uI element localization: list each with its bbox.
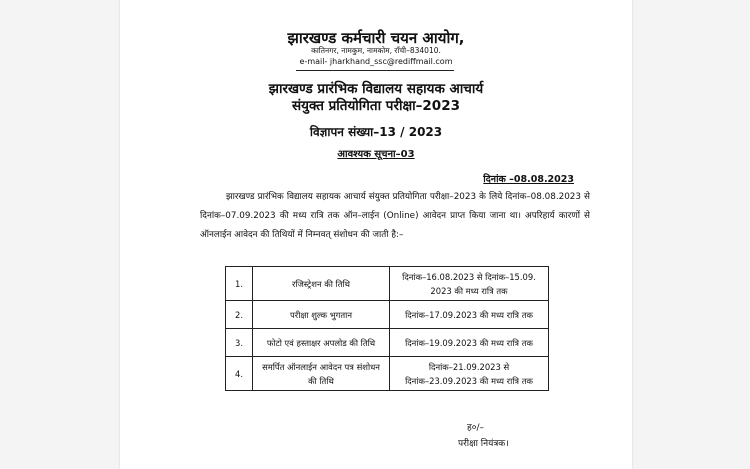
notice-body: झारखण्ड प्रारंभिक विद्यालय सहायक आचार्य संयुक्त प्रतियोगिता परीक्षा–2023 के लिये दिनांक–08.08.2023 से दिनांक–07.09.2023 की मध्य रात्रि तक ऑन–लाईन (Online) आवेदन प्राप्त किया जाना था। अपरिहार्य कारणों से ऑनलाईन आवेदन की तिथियों में निम्नवत् संशोधन की जाती है:– (200, 192, 590, 240)
row-item: परीक्षा शुल्क भुगतान (253, 301, 390, 329)
exam-title-line2: संयुक्त प्रतियोगिता परीक्षा–2023 (292, 98, 460, 114)
row-item: रजिस्ट्रेशन की तिथि (253, 267, 390, 301)
row-dates: दिनांक–17.09.2023 की मध्य रात्रि तक (390, 301, 549, 329)
signature-mark: ह०/– (467, 423, 484, 433)
exam-title-line1: झारखण्ड प्रारंभिक विद्यालय सहायक आचार्य (268, 81, 484, 97)
notice-date: दिनांक –08.08.2023 (483, 174, 574, 185)
row-dates: दिनांक–16.08.2023 से दिनांक–15.09. 2023 की मध्य रात्रि तक (390, 267, 549, 301)
notice-document (120, 0, 632, 469)
row-dates: दिनांक–21.09.2023 से दिनांक–23.09.2023 की मध्य रात्रि तक (390, 357, 549, 391)
table-row (226, 357, 549, 391)
org-email: e-mail- jharkhand_ssc@rediffmail.com (299, 57, 453, 66)
org-name: झारखण्ड कर्मचारी चयन आयोग, (287, 29, 465, 47)
advertisement-number: विज्ञापन संख्या–13 / 2023 (309, 125, 443, 139)
row-serial: 3. (226, 329, 253, 357)
row-serial: 4. (226, 357, 253, 391)
table-row (226, 301, 549, 329)
row-dates: दिनांक–19.09.2023 की मध्य रात्रि तक (390, 329, 549, 357)
schedule-table (225, 266, 549, 391)
row-serial: 1. (226, 267, 253, 301)
row-serial: 2. (226, 301, 253, 329)
table-row (226, 267, 549, 301)
row-item: फोटो एवं हस्ताक्षर अपलोड की तिथि (253, 329, 390, 357)
notice-title: आवश्यक सूचना–03 (337, 149, 415, 160)
header-divider (296, 70, 454, 71)
org-address: कातिनगर, नामकुम, नामकोम, राँची–834010. (311, 46, 441, 55)
row-item: समर्पित ऑनलाईन आवेदन पत्र संशोधन की तिथि (253, 357, 390, 391)
signatory-designation: परीक्षा नियंत्रक। (458, 439, 509, 449)
table-row (226, 329, 549, 357)
